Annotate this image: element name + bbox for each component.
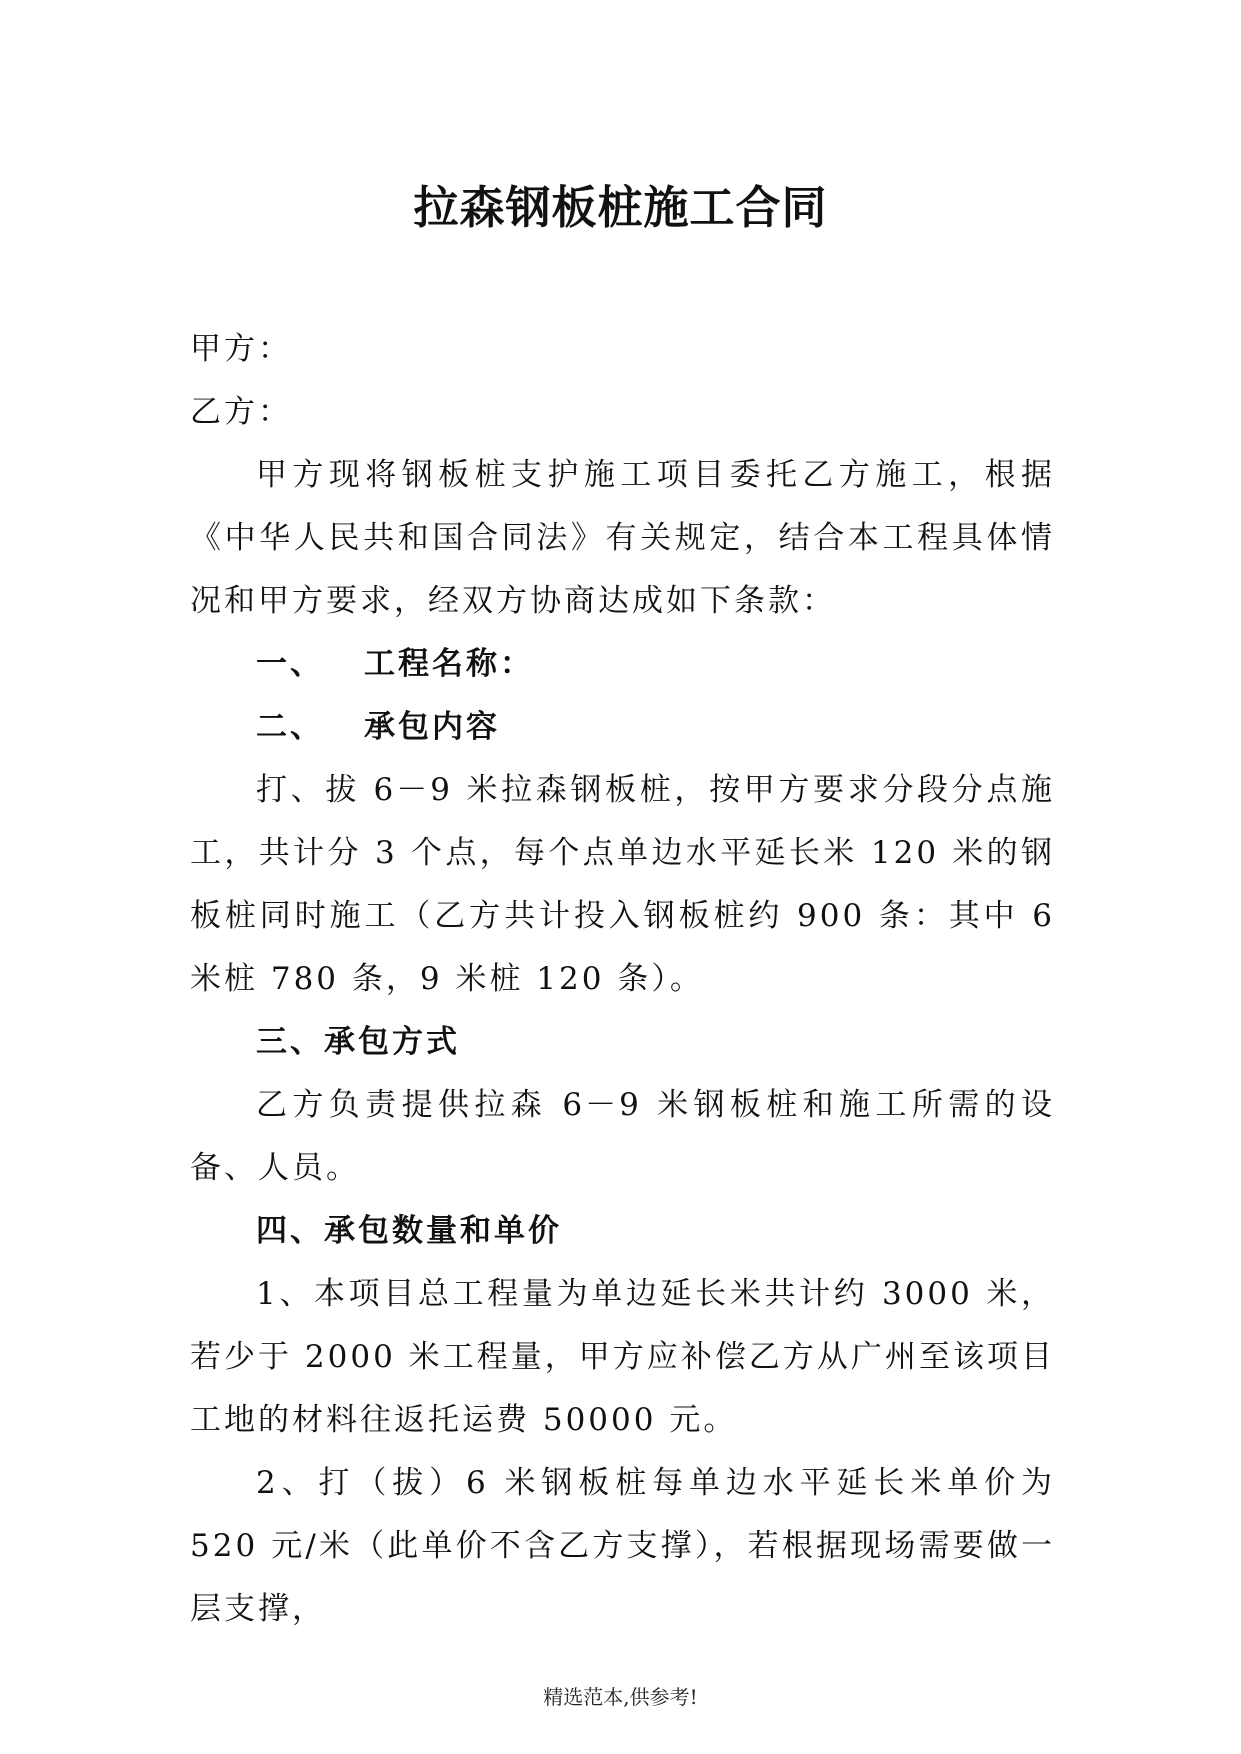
section-title: 承包数量和单价 <box>324 1213 562 1249</box>
intro-paragraph: 甲方现将钢板桩支护施工项目委托乙方施工，根据《中华人民共和国合同法》有关规定，结合本工程具体情况和甲方要求，经双方协商达成如下条款： <box>190 457 1055 619</box>
section-heading-3 <box>190 1011 1055 1074</box>
document-body <box>190 318 1055 1641</box>
section-title: 工程名称： <box>364 646 534 682</box>
page-footer: 精选范本,供参考! <box>543 1685 698 1709</box>
section-number: 二、 <box>256 709 324 745</box>
party-b-label: 乙方： <box>190 394 292 430</box>
section-heading-2 <box>190 696 1055 759</box>
section-number: 四、 <box>256 1213 324 1249</box>
section-heading-1 <box>190 633 1055 696</box>
section-title: 承包方式 <box>324 1024 460 1060</box>
section-3-paragraph: 乙方负责提供拉森 6－9 米钢板桩和施工所需的设备、人员。 <box>190 1087 1055 1186</box>
section-4-paragraph-2: 2、打（拔）6 米钢板桩每单边水平延长米单价为 520 元/米（此单价不含乙方支撑），若根据现场需要做一层支撑， <box>190 1465 1055 1627</box>
party-a-label: 甲方： <box>190 331 292 367</box>
section-number: 一、 <box>256 646 324 682</box>
section-2-paragraph: 打、拔 6－9 米拉森钢板桩，按甲方要求分段分点施工，共计分 3 个点，每个点单边水平延长米 120 米的钢板桩同时施工（乙方共计投入钢板桩约 900 条：其中 6 米桩 780 条，9 米桩 120 条）。 <box>190 772 1055 997</box>
section-4-paragraph-1: 1、本项目总工程量为单边延长米共计约 3000 米，若少于 2000 米工程量，甲方应补偿乙方从广州至该项目工地的材料往返托运费 50000 元。 <box>190 1276 1055 1438</box>
section-title: 承包内容 <box>364 709 500 745</box>
section-number: 三、 <box>256 1024 324 1060</box>
section-heading-4 <box>190 1200 1055 1263</box>
document-title: 拉森钢板桩施工合同 <box>413 181 828 234</box>
